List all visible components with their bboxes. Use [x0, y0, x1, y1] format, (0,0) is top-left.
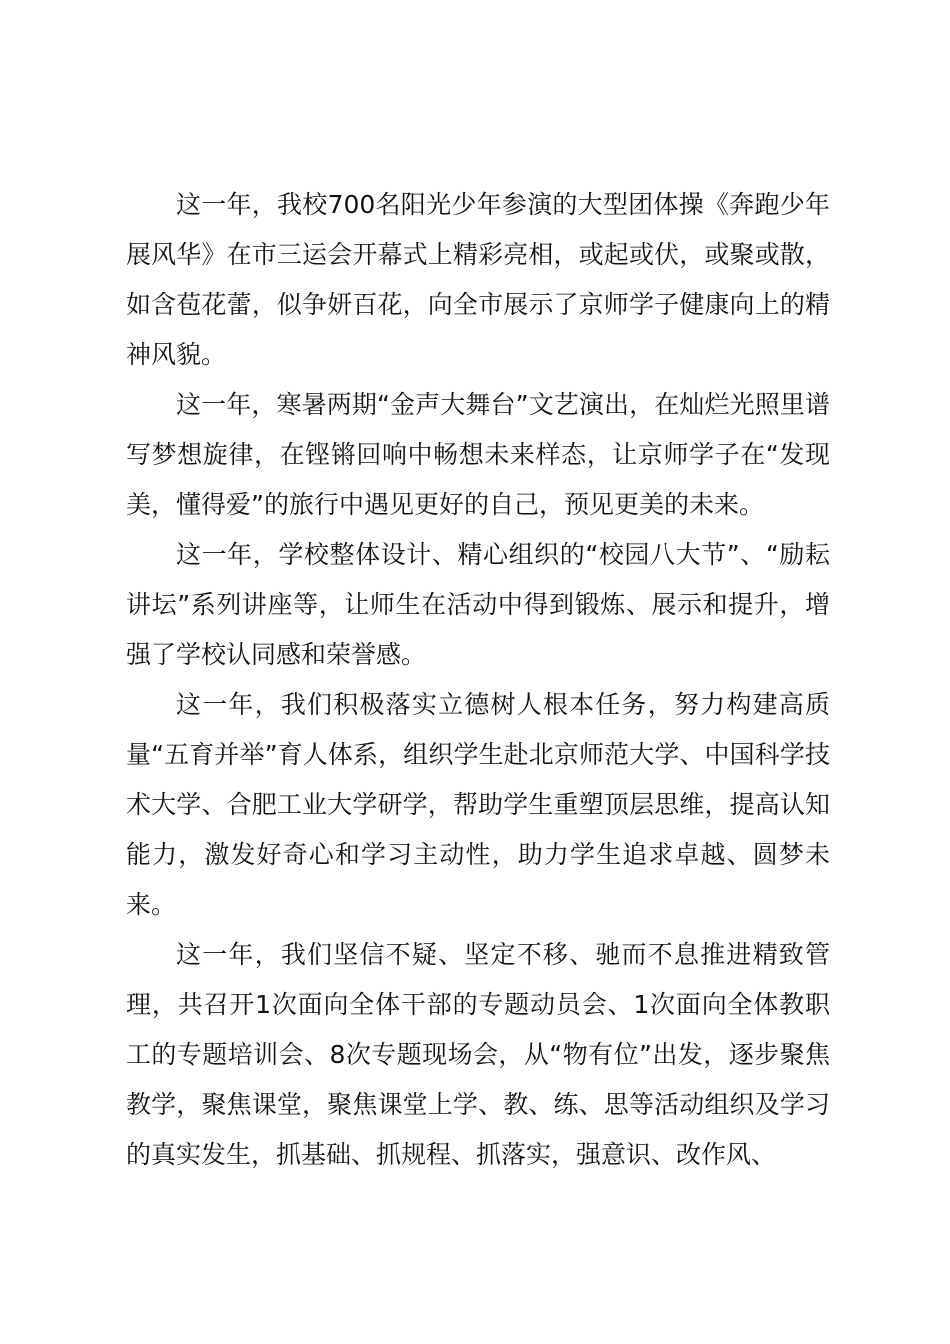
- paragraph-moral-education: 这一年，我们积极落实立德树人根本任务，努力构建高质量“五育并举”育人体系，组织学生赴北京师范大学、中国科学技术大学、合肥工业大学研学，帮助学生重塑顶层思维，提高认知能力，激发好奇心和学习主动性，助力学生追求卓越、圆梦未来。: [126, 690, 830, 919]
- document-body: [126, 180, 830, 1180]
- paragraph-mass-gymnastics: 这一年，我校700名阳光少年参演的大型团体操《奔跑少年展风华》在市三运会开幕式上精彩亮相，或起或伏，或聚或散，如含苞花蕾，似争妍百花，向全市展示了京师学子健康向上的精神风貌。: [126, 190, 830, 369]
- paragraph-fine-management: 这一年，我们坚信不疑、坚定不移、驰而不息推进精致管理，共召开1次面向全体干部的专题动员会、1次面向全体教职工的专题培训会、8次专题现场会，从“物有位”出发，逐步聚焦教学，聚焦课堂，聚焦课堂上学、教、练、思等活动组织及学习的真实发生，抓基础、抓规程、抓落实，强意识、改作风、: [126, 940, 830, 1169]
- paragraph-art-performance: 这一年，寒暑两期“金声大舞台”文艺演出，在灿烂光照里谱写梦想旋律，在铿锵回响中畅想未来样态，让京师学子在“发现美，懂得爱”的旅行中遇见更好的自己，预见更美的未来。: [126, 390, 830, 519]
- paragraph-campus-festivals: 这一年，学校整体设计、精心组织的“校园八大节”、“励耘讲坛”系列讲座等，让师生在活动中得到锻炼、展示和提升，增强了学校认同感和荣誉感。: [126, 540, 830, 669]
